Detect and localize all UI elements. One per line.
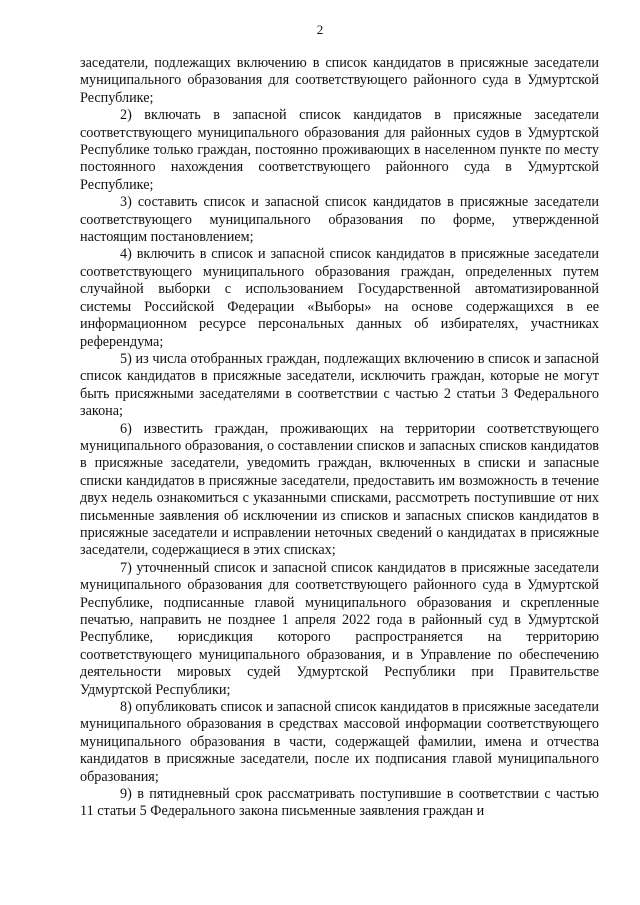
- paragraph-item-9: 9) в пятидневный срок рассматривать поступившие в соответствии с частью 11 статьи 5 Федерального закона письменные заявления граждан и: [80, 786, 599, 820]
- paragraph-continuation: заседатели, подлежащих включению в список кандидатов в присяжные заседатели муниципального образования для соответствующего районного суда в Удмуртской Республике;: [80, 55, 599, 106]
- document-body: [80, 55, 599, 821]
- paragraph-item-2: 2) включать в запасной список кандидатов в присяжные заседатели соответствующего муниципального образования для районных судов в Удмуртской Республике только граждан, постоянно проживающих в населенном пункте по месту постоянного нахождения соответствующего районного суда в Удмуртской Республике;: [80, 107, 599, 193]
- paragraph-item-7: 7) уточненный список и запасной список кандидатов в присяжные заседатели муниципального образования для соответствующего районного суда в Удмуртской Республике, подписанные главой муниципального образования и скрепленные печатью, направить не позднее 1 апреля 2022 года в районный суд в Удмуртской Республике, юрисдикция которого распространяется на территорию соответствующего муниципального образования, и в Управление по обеспечению деятельности мировых судей Удмуртской Республики при Правительстве Удмуртской Республики;: [80, 559, 599, 698]
- paragraph-item-3: 3) составить список и запасной список кандидатов в присяжные заседатели соответствующего муниципального образования по форме, утвержденной настоящим постановлением;: [80, 194, 599, 246]
- paragraph-item-4: 4) включить в список и запасной список кандидатов в присяжные заседатели соответствующего муниципального образования граждан, определенных путем случайной выборки с использованием Государственной автоматизированной системы Российской Федерации «Выборы» на основе содержащихся в ее информационном ресурсе персональных данных об избирателях, участниках референдума;: [80, 246, 599, 350]
- paragraph-item-6: 6) известить граждан, проживающих на территории соответствующего муниципального образования, о составлении списков и запасных списков кандидатов в присяжные заседатели, уведомить граждан, включенных в списки и запасные списки кандидатов в присяжные заседатели, предоставить им возможность в течение двух недель ознакомиться с указанными списками, рассмотреть поступившие от них письменные заявления об исключении из списков и запасных списков кандидатов в присяжные заседатели и исправлении неточных сведений о кандидатах в присяжные заседатели, содержащиеся в этих списках;: [80, 420, 599, 559]
- paragraph-item-8: 8) опубликовать список и запасной список кандидатов в присяжные заседатели муниципального образования в средствах массовой информации соответствующего муниципального образования в части, содержащей фамилии, имена и отчества кандидатов в присяжные заседатели, после их подписания главой муниципального образования;: [80, 699, 599, 785]
- page-number: 2: [316, 22, 324, 37]
- paragraph-item-5: 5) из числа отобранных граждан, подлежащих включению в список и запасной список кандидатов в присяжные заседатели, исключить граждан, которые не могут быть присяжными заседателями в соответствии с частью 2 статьи 3 Федерального закона;: [80, 350, 599, 420]
